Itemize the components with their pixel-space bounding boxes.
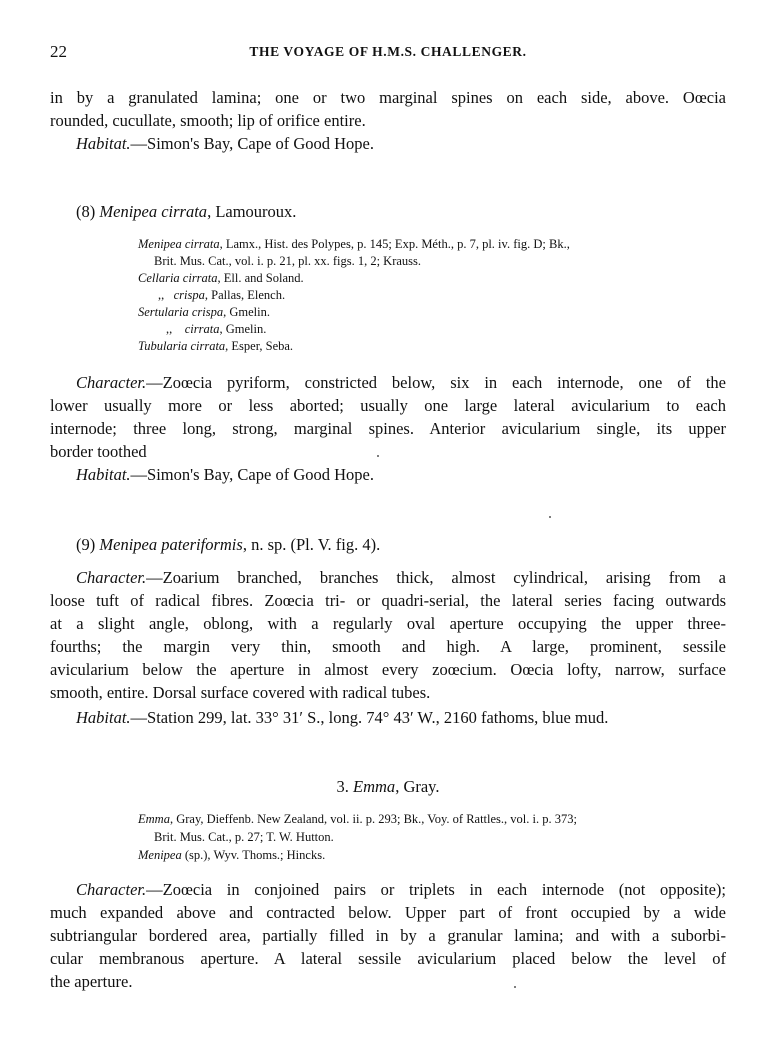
synonym-reference: Brit. Mus. Cat., p. 27; T. W. Hutton. bbox=[154, 830, 334, 844]
genus-3-character-line bbox=[50, 878, 726, 901]
species-9-character-line bbox=[50, 566, 726, 589]
species-9-character-line: smooth, entire. Dorsal surface covered with radical tubes. bbox=[50, 683, 431, 702]
synonym-genus: Cellaria cirrata bbox=[138, 271, 218, 285]
synonym-reference: (sp.), Wyv. Thoms.; Hincks. bbox=[181, 848, 326, 862]
synonym-reference: , Ell. and Soland. bbox=[217, 271, 304, 285]
species-name: Menipea pateriformis bbox=[99, 535, 243, 554]
species-9-character-line: loose tuft of radical fibres. Zoœcia tri- or quadri-serial, the lateral series facing outwards bbox=[50, 591, 726, 610]
species-8-character-line: border toothed bbox=[50, 442, 147, 461]
print-speck bbox=[377, 455, 379, 457]
page-header bbox=[50, 42, 726, 66]
synonym-line bbox=[154, 253, 421, 270]
species-9-habitat bbox=[50, 706, 726, 729]
synonym-reference: , Esper, Seba. bbox=[225, 339, 294, 353]
synonym-genus: cirrata bbox=[184, 322, 220, 336]
character-text: —Zoœcia in conjoined pairs or triplets in each internode (not opposite); bbox=[146, 880, 726, 899]
species-9-character-line: avicularium below the aperture in almost every zoœcium. Oœcia lofty, narrow, surface bbox=[50, 660, 726, 679]
species-authority: , Lamouroux. bbox=[207, 202, 297, 221]
synonym-line bbox=[154, 829, 334, 846]
genus-number: 3. bbox=[336, 777, 349, 796]
character-text: —Zoœcia pyriform, constricted below, six in each internode, one of the bbox=[146, 373, 726, 392]
species-9-character-line: fourths; the margin very thin, smooth and high. A large, prominent, sessile bbox=[50, 637, 726, 656]
ditto-mark: ,, bbox=[166, 322, 173, 336]
running-title: THE VOYAGE OF H.M.S. CHALLENGER. bbox=[249, 44, 527, 59]
ditto-mark: ,, bbox=[158, 288, 165, 302]
synonym-genus: crispa bbox=[173, 288, 205, 302]
genus-3-character-line: the aperture. bbox=[50, 972, 133, 991]
print-speck bbox=[514, 986, 516, 988]
species-9-heading bbox=[76, 535, 380, 555]
synonym-reference: , Gmelin. bbox=[223, 305, 270, 319]
character-label: Character. bbox=[76, 880, 147, 899]
species-name: Menipea cirrata bbox=[99, 202, 208, 221]
species-8-habitat bbox=[50, 463, 726, 486]
synonym-line bbox=[138, 304, 270, 321]
species-number: (8) bbox=[76, 202, 96, 221]
species-9-character-line: at a slight angle, oblong, with a regularly oval aperture occupying the upper three- bbox=[50, 614, 726, 633]
synonym-line bbox=[138, 847, 325, 864]
character-label: Character. bbox=[76, 373, 147, 392]
genus-3-heading bbox=[0, 777, 776, 797]
species-authority: , n. sp. (Pl. V. fig. 4). bbox=[242, 535, 381, 554]
top-line-2: rounded, cucullate, smooth; lip of orifice entire. bbox=[50, 111, 366, 130]
synonym-line bbox=[138, 811, 577, 828]
synonym-line bbox=[138, 236, 570, 253]
genus-name: Emma bbox=[353, 777, 396, 796]
character-label: Character. bbox=[76, 568, 147, 587]
habitat-text: —Station 299, lat. 33° 31′ S., long. 74° 43′ W., 2160 fathoms, blue mud. bbox=[130, 708, 609, 727]
habitat-text: —Simon's Bay, Cape of Good Hope. bbox=[130, 465, 374, 484]
species-number: (9) bbox=[76, 535, 96, 554]
synonym-genus: Menipea bbox=[138, 848, 182, 862]
synonym-line bbox=[166, 321, 266, 338]
print-speck bbox=[549, 516, 551, 518]
synonym-genus: Tubularia cirrata bbox=[138, 339, 226, 353]
synonym-reference: , Gray, Dieffenb. New Zealand, vol. ii. p. 293; Bk., Voy. of Rattles., vol. i. p. 373; bbox=[169, 812, 577, 826]
top-habitat bbox=[50, 132, 726, 155]
synonym-genus: Menipea cirrata bbox=[138, 237, 220, 251]
page-number: 22 bbox=[50, 42, 67, 61]
synonym-line bbox=[138, 270, 304, 287]
genus-3-character-line: subtriangular bordered area, partially filled in by a granular lamina; and with a suborbi- bbox=[50, 926, 726, 945]
synonym-genus: Emma bbox=[138, 812, 170, 826]
synonym-genus: Sertularia crispa bbox=[138, 305, 224, 319]
synonym-reference: , Lamx., Hist. des Polypes, p. 145; Exp. Méth., p. 7, pl. iv. fig. D; Bk., bbox=[219, 237, 570, 251]
habitat-label: Habitat. bbox=[76, 134, 131, 153]
genus-3-character-line: much expanded above and contracted below. Upper part of front occupied by a wide bbox=[50, 903, 726, 922]
character-text: —Zoarium branched, branches thick, almost cylindrical, arising from a bbox=[146, 568, 726, 587]
genus-3-character-line: cular membranous aperture. A lateral sessile avicularium placed below the level of bbox=[50, 949, 726, 968]
synonym-reference: Brit. Mus. Cat., vol. i. p. 21, pl. xx. figs. 1, 2; Krauss. bbox=[154, 254, 422, 268]
top-line-1: in by a granulated lamina; one or two marginal spines on each side, above. Oœcia bbox=[50, 88, 726, 107]
synonym-line bbox=[138, 338, 293, 355]
habitat-label: Habitat. bbox=[76, 465, 131, 484]
species-8-heading bbox=[76, 202, 296, 222]
species-8-character-line: lower usually more or less aborted; usually one large lateral avicularium to each bbox=[50, 396, 726, 415]
genus-authority: , Gray. bbox=[395, 777, 440, 796]
synonym-reference: , Pallas, Elench. bbox=[204, 288, 286, 302]
species-8-character-line: internode; three long, strong, marginal spines. Anterior avicularium single, its upper bbox=[50, 419, 726, 438]
species-8-character-line bbox=[50, 371, 726, 394]
synonym-line bbox=[158, 287, 285, 304]
habitat-text: —Simon's Bay, Cape of Good Hope. bbox=[130, 134, 374, 153]
synonym-reference: , Gmelin. bbox=[219, 322, 267, 336]
habitat-label: Habitat. bbox=[76, 708, 131, 727]
